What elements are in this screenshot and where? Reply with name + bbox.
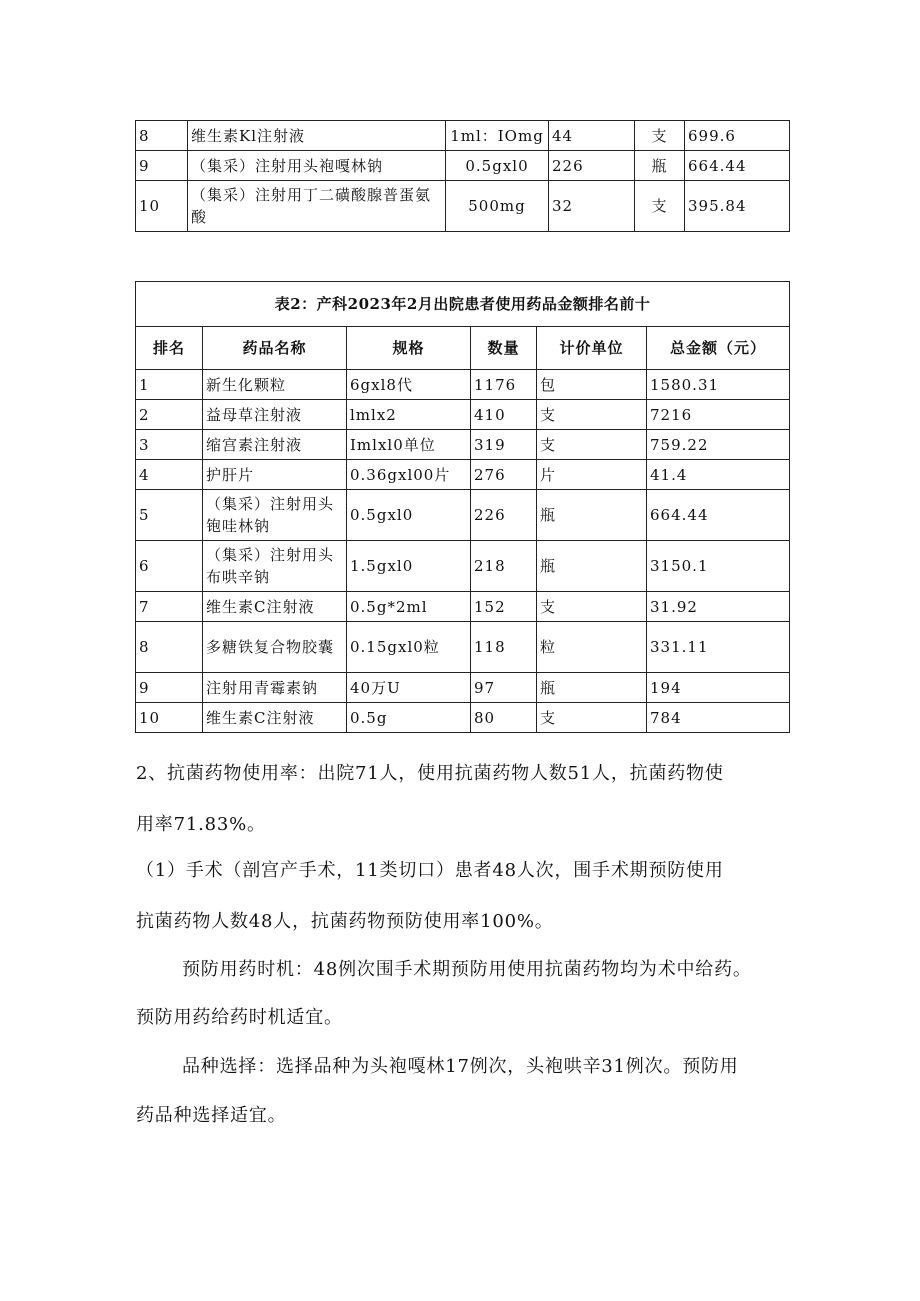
timing-line-1: 预防用药时机：48例次围手术期预防用使用抗菌药物均为术中给药。 xyxy=(182,959,752,980)
drug-name-cell: （集采）注射用头袍嘎林钠 xyxy=(188,151,446,181)
rank-cell: 4 xyxy=(136,460,203,490)
quantity-cell: 80 xyxy=(471,703,537,733)
drug-name-cell: 维生素Kl注射液 xyxy=(188,121,446,151)
quantity-cell: 44 xyxy=(549,121,635,151)
drug-name-cell: 护肝片 xyxy=(203,460,347,490)
spec-cell: Imlxl0单位 xyxy=(347,430,471,460)
amount-cell: 7216 xyxy=(647,400,790,430)
unit-cell: 支 xyxy=(635,121,685,151)
rank-cell: 8 xyxy=(136,121,188,151)
drug-name-cell: 维生素C注射液 xyxy=(203,592,347,622)
surgery-prophylaxis-line-2: 抗菌药物人数48人，抗菌药物预防使用率100%。 xyxy=(136,911,554,932)
unit-cell: 包 xyxy=(537,370,647,400)
column-header-amount: 总金额（元） xyxy=(647,327,790,370)
timing-line-2: 预防用药给药时机适宜。 xyxy=(136,1007,343,1028)
spec-cell: 6gxl8代 xyxy=(347,370,471,400)
rank-cell: 2 xyxy=(136,400,203,430)
column-header-spec: 规格 xyxy=(347,327,471,370)
table-row xyxy=(136,151,790,181)
drug-name-cell: （集采）注射用头布哄辛钠 xyxy=(203,541,347,592)
spec-cell: 0.15gxl0粒 xyxy=(347,622,471,673)
quantity-cell: 410 xyxy=(471,400,537,430)
unit-cell: 瓶 xyxy=(635,151,685,181)
rank-cell: 3 xyxy=(136,430,203,460)
rank-cell: 7 xyxy=(136,592,203,622)
spec-cell: 0.5g xyxy=(347,703,471,733)
quantity-cell: 32 xyxy=(549,181,635,232)
column-header-quantity: 数量 xyxy=(471,327,537,370)
quantity-cell: 1176 xyxy=(471,370,537,400)
spec-cell: 0.5gxl0 xyxy=(446,151,549,181)
antibiotic-usage-rate-line-1: 2、抗菌药物使用率：出院71人，使用抗菌药物人数51人，抗菌药物使 xyxy=(136,763,724,784)
surgery-prophylaxis-line-1: （1）手术（剖宫产手术，11类切口）患者48人次，围手术期预防使用 xyxy=(136,860,724,881)
table-row xyxy=(136,673,790,703)
unit-cell: 支 xyxy=(537,400,647,430)
column-header-rank: 排名 xyxy=(136,327,203,370)
quantity-cell: 226 xyxy=(549,151,635,181)
spec-cell: 1ml：IOmg xyxy=(446,121,549,151)
table-row xyxy=(136,541,790,592)
variety-selection-line-1: 品种选择：选择品种为头袍嘎林17例次，头袍哄辛31例次。预防用 xyxy=(182,1056,739,1077)
spec-cell: 0.5g*2ml xyxy=(347,592,471,622)
quantity-cell: 152 xyxy=(471,592,537,622)
rank-cell: 10 xyxy=(136,181,188,232)
variety-selection-line-2: 药品种选择适宜。 xyxy=(136,1105,287,1126)
table-row xyxy=(136,622,790,673)
table-row xyxy=(136,121,790,151)
drug-name-cell: 注射用青霉素钠 xyxy=(203,673,347,703)
amount-cell: 784 xyxy=(647,703,790,733)
drug-name-cell: 维生素C注射液 xyxy=(203,703,347,733)
drug-name-cell: 新生化颗粒 xyxy=(203,370,347,400)
rank-cell: 8 xyxy=(136,622,203,673)
quantity-cell: 118 xyxy=(471,622,537,673)
amount-cell: 664.44 xyxy=(647,490,790,541)
table-caption-row xyxy=(136,282,790,327)
unit-cell: 瓶 xyxy=(537,673,647,703)
spec-cell: 500mg xyxy=(446,181,549,232)
drug-name-cell: 缩宫素注射液 xyxy=(203,430,347,460)
antibiotic-usage-rate-line-2: 用率71.83%。 xyxy=(136,814,266,835)
quantity-cell: 276 xyxy=(471,460,537,490)
table-row xyxy=(136,370,790,400)
rank-cell: 6 xyxy=(136,541,203,592)
drug-name-cell: （集采）注射用丁二磺酸腺普蛋氨酸 xyxy=(188,181,446,232)
unit-cell: 支 xyxy=(537,703,647,733)
table-row xyxy=(136,703,790,733)
amount-cell: 759.22 xyxy=(647,430,790,460)
table-row xyxy=(136,181,790,232)
unit-cell: 支 xyxy=(537,592,647,622)
table-row xyxy=(136,490,790,541)
drug-name-cell: 益母草注射液 xyxy=(203,400,347,430)
spec-cell: 40万U xyxy=(347,673,471,703)
amount-cell: 664.44 xyxy=(685,151,790,181)
rank-cell: 9 xyxy=(136,151,188,181)
rank-cell: 5 xyxy=(136,490,203,541)
unit-cell: 支 xyxy=(537,430,647,460)
table-header-row xyxy=(136,327,790,370)
table-row xyxy=(136,430,790,460)
quantity-cell: 319 xyxy=(471,430,537,460)
amount-cell: 331.11 xyxy=(647,622,790,673)
unit-cell: 瓶 xyxy=(537,541,647,592)
drug-name-cell: 多糖铁复合物胶囊 xyxy=(203,622,347,673)
drug-name-cell: （集采）注射用头铇哇林钠 xyxy=(203,490,347,541)
quantity-cell: 226 xyxy=(471,490,537,541)
drug-table-continued xyxy=(135,120,790,232)
spec-cell: lmlx2 xyxy=(347,400,471,430)
spec-cell: 1.5gxl0 xyxy=(347,541,471,592)
amount-cell: 41.4 xyxy=(647,460,790,490)
quantity-cell: 97 xyxy=(471,673,537,703)
table-row xyxy=(136,400,790,430)
unit-cell: 瓶 xyxy=(537,490,647,541)
amount-cell: 395.84 xyxy=(685,181,790,232)
unit-cell: 粒 xyxy=(537,622,647,673)
unit-cell: 片 xyxy=(537,460,647,490)
drug-amount-ranking-table xyxy=(135,281,790,733)
amount-cell: 3150.1 xyxy=(647,541,790,592)
unit-cell: 支 xyxy=(635,181,685,232)
quantity-cell: 218 xyxy=(471,541,537,592)
amount-cell: 31.92 xyxy=(647,592,790,622)
rank-cell: 1 xyxy=(136,370,203,400)
spec-cell: 0.5gxl0 xyxy=(347,490,471,541)
table-row xyxy=(136,460,790,490)
column-header-unit: 计价单位 xyxy=(537,327,647,370)
rank-cell: 10 xyxy=(136,703,203,733)
table-row xyxy=(136,592,790,622)
rank-cell: 9 xyxy=(136,673,203,703)
table-caption: 表2：产科2023年2月出院患者使用药品金额排名前十 xyxy=(136,282,790,327)
amount-cell: 699.6 xyxy=(685,121,790,151)
column-header-name: 药品名称 xyxy=(203,327,347,370)
amount-cell: 1580.31 xyxy=(647,370,790,400)
spec-cell: 0.36gxl00片 xyxy=(347,460,471,490)
amount-cell: 194 xyxy=(647,673,790,703)
